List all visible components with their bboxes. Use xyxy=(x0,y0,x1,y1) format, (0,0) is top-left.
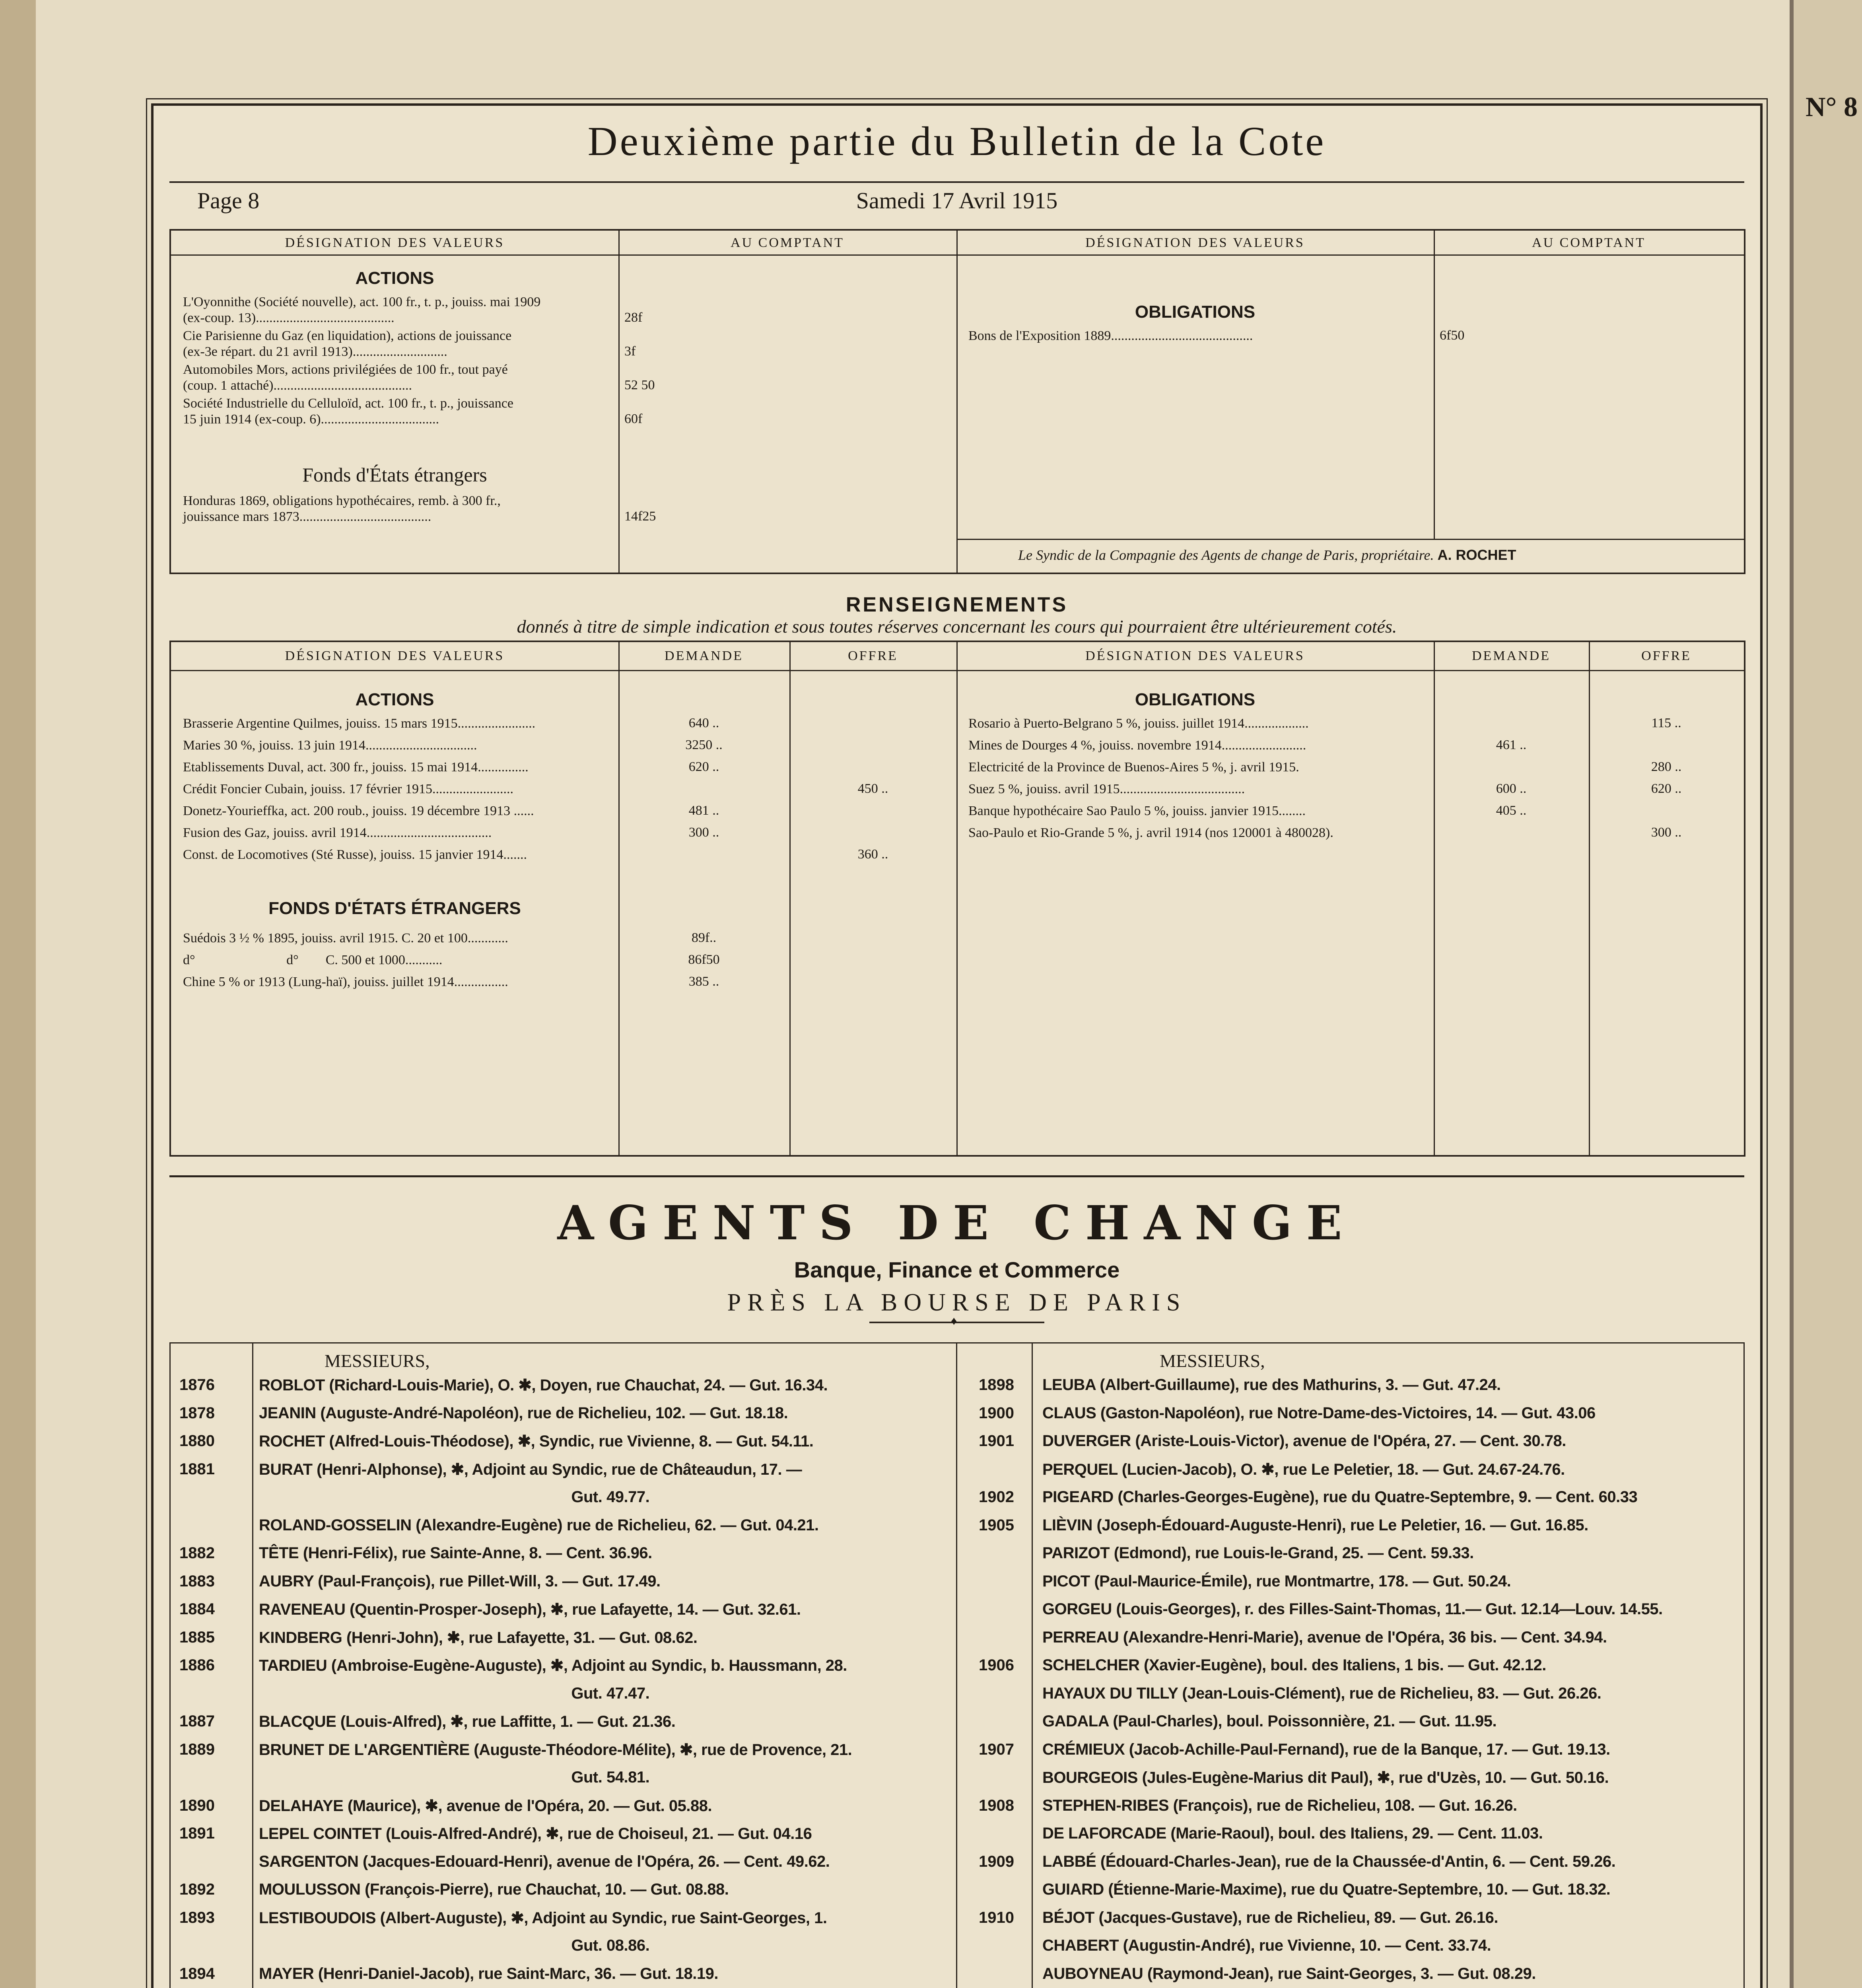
cote-action-row: Cie Parisienne du Gaz (en liquidation), actions de jouissance (ex-3e répart. du 21 avril 1913)............................ xyxy=(183,328,512,359)
agent-entry: Gut. 08.86. xyxy=(259,1937,650,1954)
book-binding-edge xyxy=(0,0,36,1988)
cote-col-comptant-left: AU COMPTANT xyxy=(731,235,844,250)
agent-entry: LESTIBOUDOIS (Albert-Auguste), ✱, Adjoint au Syndic, rue Saint-Georges, 1. xyxy=(259,1909,827,1927)
agent-year: 1886 xyxy=(179,1656,215,1674)
syndic-signature: Le Syndic de la Compagnie des Agents de change de Paris, propriétaire. A. ROCHET xyxy=(1018,547,1516,563)
agent-entry: MOULUSSON (François-Pierre), rue Chauchat, 10. — Gut. 08.88. xyxy=(259,1881,729,1898)
rens-action-name: Fusion des Gaz, jouiss. avril 1914..................................... xyxy=(183,825,492,840)
agent-year: 1887 xyxy=(179,1712,215,1730)
rens-fonds-name: Suédois 3 ½ % 1895, jouiss. avril 1915. C. 20 et 100............ xyxy=(183,931,508,945)
page-date: Samedi 17 Avril 1915 xyxy=(856,188,1058,214)
rens-fonds-demande: 385 .. xyxy=(688,974,719,989)
agent-entry: Gut. 47.47. xyxy=(259,1684,650,1702)
cote-col-designation-right: DÉSIGNATION DES VALEURS xyxy=(1085,235,1305,250)
rens-action-name: Maries 30 %, jouiss. 13 juin 1914................................. xyxy=(183,738,477,753)
agent-entry: TARDIEU (Ambroise-Eugène-Auguste), ✱, Adjoint au Syndic, b. Haussmann, 28. xyxy=(259,1657,847,1674)
agent-entry: BRUNET DE L'ARGENTIÈRE (Auguste-Théodore-Mélite), ✱, rue de Provence, 21. xyxy=(259,1741,852,1759)
agent-entry: DELAHAYE (Maurice), ✱, avenue de l'Opéra, 20. — Gut. 05.88. xyxy=(259,1797,712,1815)
rens-action-name: Brasserie Argentine Quilmes, jouiss. 15 mars 1915....................... xyxy=(183,716,536,731)
rens-actions-title: ACTIONS xyxy=(355,690,434,709)
next-page-number: N° 8 xyxy=(1806,92,1858,122)
agent-year: 1891 xyxy=(179,1825,215,1842)
agent-entry: LIÈVIN (Joseph-Édouard-Auguste-Henri), rue Le Peletier, 16. — Gut. 16.85. xyxy=(1042,1516,1588,1534)
agent-entry: MAYER (Henri-Daniel-Jacob), rue Saint-Marc, 36. — Gut. 18.19. xyxy=(259,1965,719,1982)
agent-entry: BÉJOT (Jacques-Gustave), rue de Richelieu, 89. — Gut. 26.16. xyxy=(1042,1908,1498,1926)
rens-obligation-offre: 280 .. xyxy=(1651,759,1682,774)
agent-entry: DUVERGER (Ariste-Louis-Victor), avenue de l'Opéra, 27. — Cent. 30.78. xyxy=(1042,1432,1566,1450)
rens-action-demande: 481 .. xyxy=(688,803,719,818)
cote-fonds-title: Fonds d'États étrangers xyxy=(302,464,487,486)
rens-obligation-name: Banque hypothécaire Sao Paulo 5 %, jouiss. janvier 1915........ xyxy=(968,804,1306,818)
agent-entry: CLAUS (Gaston-Napoléon), rue Notre-Dame-des-Victoires, 14. — Gut. 43.06 xyxy=(1042,1404,1596,1422)
agent-year: 1878 xyxy=(179,1404,215,1422)
rens-action-offre: 360 .. xyxy=(857,847,888,862)
agent-entry: PARIZOT (Edmond), rue Louis-le-Grand, 25. — Cent. 59.33. xyxy=(1042,1544,1474,1562)
agent-entry: KINDBERG (Henri-John), ✱, rue Lafayette, 31. — Gut. 08.62. xyxy=(259,1629,698,1646)
agent-entry: RAVENEAU (Quentin-Prosper-Joseph), ✱, rue Lafayette, 14. — Gut. 32.61. xyxy=(259,1601,801,1618)
agent-entry: LEUBA (Albert-Guillaume), rue des Mathurins, 3. — Gut. 47.24. xyxy=(1042,1376,1501,1394)
agent-year: 1880 xyxy=(179,1432,215,1450)
cote-obligation-value: 6f50 xyxy=(1440,328,1465,343)
rens-fonds-title: FONDS D'ÉTATS ÉTRANGERS xyxy=(268,899,521,918)
agent-entry: CHABERT (Augustin-André), rue Vivienne, 10. — Cent. 33.74. xyxy=(1042,1937,1491,1954)
cote-fonds-value: 14f25 xyxy=(624,509,656,524)
rens-fonds-name: Chine 5 % or 1913 (Lung-haï), jouiss. juillet 1914................ xyxy=(183,975,508,989)
agent-entry: BLACQUE (Louis-Alfred), ✱, rue Laffitte, 1. — Gut. 21.36. xyxy=(259,1713,676,1730)
cote-action-value: 3f xyxy=(624,344,636,359)
rens-action-name: Crédit Foncier Cubain, jouiss. 17 février 1915........................ xyxy=(183,782,514,796)
rens-obligation-offre: 115 .. xyxy=(1651,716,1681,730)
agent-year: 1882 xyxy=(179,1544,215,1562)
cote-fonds-row: Honduras 1869, obligations hypothécaires, remb. à 300 fr., jouissance mars 1873....................................... xyxy=(183,493,501,524)
rens-col-demande-right: DEMANDE xyxy=(1472,648,1551,663)
rens-fonds-name: d° d° C. 500 et 1000........... xyxy=(183,953,443,967)
ornament-divider xyxy=(869,1322,1044,1323)
agent-year: 1908 xyxy=(979,1796,1014,1814)
rens-action-name: Const. de Locomotives (Sté Russe), jouiss. 15 janvier 1914....... xyxy=(183,847,527,862)
page-title: Deuxième partie du Bulletin de la Cote xyxy=(587,118,1326,164)
agent-entry: BURAT (Henri-Alphonse), ✱, Adjoint au Syndic, rue de Châteaudun, 17. — xyxy=(259,1460,802,1478)
rens-obligation-demande: 461 .. xyxy=(1496,738,1527,752)
agent-entry: AUBRY (Paul-François), rue Pillet-Will, 3. — Gut. 17.49. xyxy=(259,1572,661,1590)
agent-year: 1883 xyxy=(179,1572,215,1590)
agent-year: 1902 xyxy=(979,1488,1014,1506)
agent-entry: BOURGEOIS (Jules-Eugène-Marius dit Paul), ✱, rue d'Uzès, 10. — Gut. 50.16. xyxy=(1042,1769,1609,1786)
agent-year: 1881 xyxy=(179,1460,215,1478)
agent-entry: Gut. 54.81. xyxy=(259,1769,650,1786)
agents-subtitle: Banque, Finance et Commerce xyxy=(794,1257,1120,1282)
agent-year: 1898 xyxy=(979,1376,1014,1394)
agent-year: 1910 xyxy=(979,1908,1014,1926)
rens-obligation-demande: 405 .. xyxy=(1496,803,1527,818)
agent-year: 1876 xyxy=(179,1376,215,1394)
agent-entry: JEANIN (Auguste-André-Napoléon), rue de Richelieu, 102. — Gut. 18.18. xyxy=(259,1404,788,1422)
cote-obligation-row: Bons de l'Exposition 1889.......................................... xyxy=(968,328,1253,343)
rens-col-offre-left: OFFRE xyxy=(848,648,898,663)
cote-col-designation-left: DÉSIGNATION DES VALEURS xyxy=(285,235,505,250)
agent-year: 1890 xyxy=(179,1796,215,1814)
cote-action-row: Société Industrielle du Celluloïd, act. 100 fr., t. p., jouissance 15 juin 1914 (ex-coup. 6)................................... xyxy=(183,396,513,427)
agent-year: 1900 xyxy=(979,1404,1014,1422)
renseignements-table xyxy=(169,641,1745,1157)
agents-location: PRÈS LA BOURSE DE PARIS xyxy=(727,1289,1187,1316)
agent-year: 1884 xyxy=(179,1600,215,1618)
agent-entry: SARGENTON (Jacques-Edouard-Henri), avenue de l'Opéra, 26. — Cent. 49.62. xyxy=(259,1852,830,1870)
agent-year: 1894 xyxy=(179,1965,215,1982)
agent-entry: Gut. 49.77. xyxy=(259,1488,650,1506)
agent-year: 1901 xyxy=(979,1432,1014,1450)
rens-col-designation-left: DÉSIGNATION DES VALEURS xyxy=(285,648,505,663)
agent-entry: PIGEARD (Charles-Georges-Eugène), rue du Quatre-Septembre, 9. — Cent. 60.33 xyxy=(1042,1488,1638,1506)
agent-year: 1885 xyxy=(179,1628,215,1646)
cote-obligations-title: OBLIGATIONS xyxy=(1135,302,1256,322)
rens-action-name: Etablissements Duval, act. 300 fr., jouiss. 15 mai 1914............... xyxy=(183,760,529,775)
messieurs-right: MESSIEURS, xyxy=(1160,1351,1265,1371)
rens-obligation-name: Rosario à Puerto-Belgrano 5 %, jouiss. juillet 1914................... xyxy=(968,716,1309,731)
agent-entry: ROBLOT (Richard-Louis-Marie), O. ✱, Doyen, rue Chauchat, 24. — Gut. 16.34. xyxy=(259,1376,828,1394)
agent-entry: ROCHET (Alfred-Louis-Théodose), ✱, Syndic, rue Vivienne, 8. — Gut. 54.11. xyxy=(259,1433,814,1450)
rens-col-designation-right: DÉSIGNATION DES VALEURS xyxy=(1085,648,1305,663)
cote-action-value: 60f xyxy=(624,412,643,426)
rens-action-name: Donetz-Yourieffka, act. 200 roub., jouiss. 19 décembre 1913 ...... xyxy=(183,804,534,818)
rens-obligation-offre: 300 .. xyxy=(1651,825,1682,840)
next-page-edge xyxy=(1790,0,1862,1988)
agent-entry: CRÉMIEUX (Jacob-Achille-Paul-Fernand), rue de la Banque, 17. — Gut. 19.13. xyxy=(1042,1740,1610,1758)
rens-action-demande: 640 .. xyxy=(688,716,719,730)
agent-entry: SCHELCHER (Xavier-Eugène), boul. des Italiens, 1 bis. — Gut. 42.12. xyxy=(1042,1656,1546,1674)
agent-entry: LABBÉ (Édouard-Charles-Jean), rue de la Chaussée-d'Antin, 6. — Cent. 59.26. xyxy=(1042,1852,1616,1870)
page-number: Page 8 xyxy=(197,188,260,214)
agent-year: 1906 xyxy=(979,1656,1014,1674)
rens-col-demande-left: DEMANDE xyxy=(665,648,743,663)
renseignements-title: RENSEIGNEMENTS xyxy=(845,593,1068,616)
cote-action-row: L'Oyonnithe (Société nouvelle), act. 100 fr., t. p., jouiss. mai 1909 (ex-coup. 13)......................................... xyxy=(183,295,541,325)
cote-action-value: 28f xyxy=(624,310,643,325)
agent-entry: STEPHEN-RIBES (François), rue de Richelieu, 108. — Gut. 16.26. xyxy=(1042,1796,1517,1814)
agent-year: 1892 xyxy=(179,1881,215,1898)
agent-year: 1905 xyxy=(979,1516,1014,1534)
cote-table xyxy=(169,229,1745,574)
agent-entry: TÊTE (Henri-Félix), rue Sainte-Anne, 8. — Cent. 36.96. xyxy=(259,1544,652,1562)
rens-col-offre-right: OFFRE xyxy=(1641,648,1691,663)
agent-entry: PICOT (Paul-Maurice-Émile), rue Montmartre, 178. — Gut. 50.24. xyxy=(1042,1572,1511,1590)
agent-entry: PERREAU (Alexandre-Henri-Marie), avenue de l'Opéra, 36 bis. — Cent. 34.94. xyxy=(1042,1628,1607,1646)
rens-obligation-name: Mines de Dourges 4 %, jouiss. novembre 1914......................... xyxy=(968,738,1306,753)
agent-entry: GORGEU (Louis-Georges), r. des Filles-Saint-Thomas, 11.— Gut. 12.14—Louv. 14.55. xyxy=(1042,1600,1663,1618)
agent-entry: ROLAND-GOSSELIN (Alexandre-Eugène) rue de Richelieu, 62. — Gut. 04.21. xyxy=(259,1516,819,1534)
agent-entry: LEPEL COINTET (Louis-Alfred-André), ✱, rue de Choiseul, 21. — Gut. 04.16 xyxy=(259,1825,812,1842)
agent-entry: DE LAFORCADE (Marie-Raoul), boul. des Italiens, 29. — Cent. 11.03. xyxy=(1042,1825,1543,1842)
agent-entry: GADALA (Paul-Charles), boul. Poissonnière, 21. — Gut. 11.95. xyxy=(1042,1712,1497,1730)
agent-entry: AUBOYNEAU (Raymond-Jean), rue Saint-Georges, 3. — Gut. 08.29. xyxy=(1042,1965,1536,1982)
header-rule xyxy=(169,181,1744,183)
rens-obligation-offre: 620 .. xyxy=(1651,781,1682,796)
bulletin-page xyxy=(151,103,1763,1988)
rens-action-demande: 300 .. xyxy=(688,825,719,840)
cote-col-comptant-right: AU COMPTANT xyxy=(1532,235,1646,250)
agent-entry: HAYAUX DU TILLY (Jean-Louis-Clément), rue de Richelieu, 83. — Gut. 26.26. xyxy=(1042,1684,1602,1702)
agents-title: AGENTS DE CHANGE xyxy=(557,1195,1357,1250)
rens-obligation-name: Electricité de la Province de Buenos-Aires 5 %, j. avril 1915. xyxy=(968,760,1299,775)
rens-obligation-demande: 600 .. xyxy=(1496,781,1527,796)
cote-action-row: Automobiles Mors, actions privilégiées de 100 fr., tout payé (coup. 1 attaché)......................................... xyxy=(183,362,508,393)
renseignements-subtitle: donnés à titre de simple indication et sous toutes réserves concernant les cours qui pourraient être ultérieurement cotés. xyxy=(517,616,1397,637)
messieurs-left: MESSIEURS, xyxy=(325,1351,430,1371)
rens-action-offre: 450 .. xyxy=(857,781,888,796)
agent-year: 1889 xyxy=(179,1740,215,1758)
agent-year: 1907 xyxy=(979,1740,1014,1758)
rens-action-demande: 3250 .. xyxy=(685,738,723,752)
agent-entry: PERQUEL (Lucien-Jacob), O. ✱, rue Le Peletier, 18. — Gut. 24.67-24.76. xyxy=(1042,1460,1565,1478)
rens-action-demande: 620 .. xyxy=(688,759,719,774)
cote-action-value: 52 50 xyxy=(624,378,655,392)
rens-obligations-title: OBLIGATIONS xyxy=(1135,690,1256,709)
agent-year: 1893 xyxy=(179,1908,215,1926)
agent-year: 1909 xyxy=(979,1852,1014,1870)
rens-obligation-name: Suez 5 %, jouiss. avril 1915..................................... xyxy=(968,782,1245,796)
rens-fonds-demande: 89f.. xyxy=(691,930,717,945)
agent-entry: GUIARD (Étienne-Marie-Maxime), rue du Quatre-Septembre, 10. — Gut. 18.32. xyxy=(1042,1881,1611,1898)
rens-obligation-name: Sao-Paulo et Rio-Grande 5 %, j. avril 1914 (nos 120001 à 480028). xyxy=(968,825,1333,840)
rens-fonds-demande: 86f50 xyxy=(688,952,720,967)
cote-actions-title: ACTIONS xyxy=(355,268,434,288)
